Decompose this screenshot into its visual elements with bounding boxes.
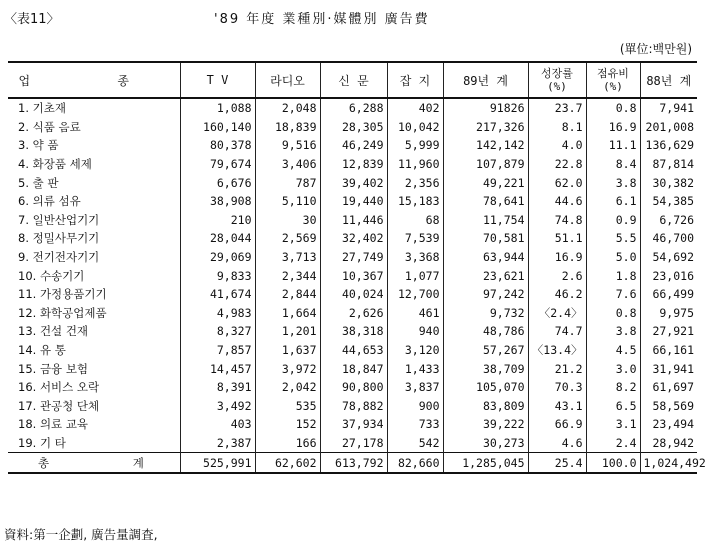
cell-growth-rate: 25.4 xyxy=(528,453,586,473)
cell-newspaper: 10,367 xyxy=(320,266,387,285)
cell-share: 3.1 xyxy=(586,415,640,434)
cell-total-88: 46,700 xyxy=(640,229,697,248)
cell-radio: 535 xyxy=(255,397,320,416)
cell-total-89: 107,879 xyxy=(443,155,528,174)
cell-radio: 2,569 xyxy=(255,229,320,248)
cell-industry: 2. 식품 음료 xyxy=(18,119,81,134)
cell-radio: 3,972 xyxy=(255,359,320,378)
cell-share: 100.0 xyxy=(586,453,640,473)
cell-newspaper: 40,024 xyxy=(320,285,387,304)
cell-total-89: 30,273 xyxy=(443,434,528,453)
cell-industry: 8. 정밀사무기기 xyxy=(18,231,100,246)
cell-share: 11.1 xyxy=(586,136,640,155)
cell-magazine: 1,433 xyxy=(387,359,443,378)
table-row xyxy=(8,304,697,323)
cell-total-89: 23,621 xyxy=(443,266,528,285)
cell-tv: 38,908 xyxy=(180,192,255,211)
cell-growth-rate: 74.8 xyxy=(528,211,586,230)
cell-total-88: 87,814 xyxy=(640,155,697,174)
table-row xyxy=(8,173,697,192)
cell-magazine: 900 xyxy=(387,397,443,416)
cell-share: 0.8 xyxy=(586,304,640,323)
cell-newspaper: 46,249 xyxy=(320,136,387,155)
cell-tv: 403 xyxy=(180,415,255,434)
cell-radio: 787 xyxy=(255,173,320,192)
cell-share: 4.5 xyxy=(586,341,640,360)
cell-newspaper: 2,626 xyxy=(320,304,387,323)
cell-magazine: 3,368 xyxy=(387,248,443,267)
cell-magazine: 15,183 xyxy=(387,192,443,211)
cell-share: 8.2 xyxy=(586,378,640,397)
cell-growth-rate: 2.6 xyxy=(528,266,586,285)
cell-total-88: 136,629 xyxy=(640,136,697,155)
cell-industry: 4. 화장품 세제 xyxy=(18,157,92,172)
cell-total-88: 54,385 xyxy=(640,192,697,211)
cell-growth-rate: 22.8 xyxy=(528,155,586,174)
cell-industry: 13. 건설 건재 xyxy=(18,324,89,339)
cell-industry: 11. 가정용품기기 xyxy=(18,287,107,302)
cell-newspaper: 90,800 xyxy=(320,378,387,397)
cell-share: 7.6 xyxy=(586,285,640,304)
cell-tv: 2,387 xyxy=(180,434,255,453)
cell-newspaper: 78,882 xyxy=(320,397,387,416)
cell-growth-rate: 16.9 xyxy=(528,248,586,267)
cell-total-88: 9,975 xyxy=(640,304,697,323)
cell-radio: 1,664 xyxy=(255,304,320,323)
cell-radio: 2,344 xyxy=(255,266,320,285)
cell-radio: 2,048 xyxy=(255,98,320,118)
cell-industry: 9. 전기전자기기 xyxy=(18,250,100,265)
cell-magazine: 3,837 xyxy=(387,378,443,397)
cell-newspaper: 27,178 xyxy=(320,434,387,453)
cell-radio: 1,201 xyxy=(255,322,320,341)
cell-radio: 62,602 xyxy=(255,453,320,473)
cell-industry: 1. 기초재 xyxy=(18,101,66,116)
cell-tv: 80,378 xyxy=(180,136,255,155)
cell-total-89: 9,732 xyxy=(443,304,528,323)
cell-growth-rate: 8.1 xyxy=(528,118,586,137)
page-title: '89 年度 業種別·媒體別 廣告費 xyxy=(214,12,430,27)
cell-radio: 166 xyxy=(255,434,320,453)
cell-industry: 17. 관공청 단체 xyxy=(18,398,100,413)
cell-total-88: 23,494 xyxy=(640,415,697,434)
cell-magazine: 2,356 xyxy=(387,173,443,192)
cell-share: 1.8 xyxy=(586,266,640,285)
cell-industry: 12. 화학공업제품 xyxy=(18,305,107,320)
cell-tv: 3,492 xyxy=(180,397,255,416)
cell-total-89: 91826 xyxy=(443,98,528,118)
cell-industry: 14. 유 통 xyxy=(18,343,66,358)
cell-growth-rate: 46.2 xyxy=(528,285,586,304)
cell-total-88: 7,941 xyxy=(640,98,697,118)
cell-magazine: 3,120 xyxy=(387,341,443,360)
cell-tv: 9,833 xyxy=(180,266,255,285)
cell-newspaper: 39,402 xyxy=(320,173,387,192)
cell-newspaper: 37,934 xyxy=(320,415,387,434)
cell-industry: 10. 수송기기 xyxy=(18,268,85,283)
cell-tv: 41,674 xyxy=(180,285,255,304)
cell-growth-rate: 74.7 xyxy=(528,322,586,341)
cell-growth-rate: 23.7 xyxy=(528,98,586,118)
cell-share: 5.5 xyxy=(586,229,640,248)
source-note: 資料:第一企劃, 廣告量調査, xyxy=(4,527,158,542)
cell-industry: 5. 출 판 xyxy=(18,175,59,190)
table-row xyxy=(8,211,697,230)
cell-total-89: 63,944 xyxy=(443,248,528,267)
cell-radio: 30 xyxy=(255,211,320,230)
cell-tv: 6,676 xyxy=(180,173,255,192)
cell-tv: 79,674 xyxy=(180,155,255,174)
cell-magazine: 7,539 xyxy=(387,229,443,248)
header-magazine: 잡 지 xyxy=(387,62,443,98)
cell-newspaper: 27,749 xyxy=(320,248,387,267)
cell-total-88: 66,499 xyxy=(640,285,697,304)
cell-growth-rate: 〈2.4〉 xyxy=(528,304,586,323)
cell-growth-rate: 4.6 xyxy=(528,434,586,453)
cell-tv: 7,857 xyxy=(180,341,255,360)
cell-radio: 2,042 xyxy=(255,378,320,397)
table-row xyxy=(8,434,697,453)
table-row xyxy=(8,229,697,248)
cell-magazine: 733 xyxy=(387,415,443,434)
cell-tv: 160,140 xyxy=(180,118,255,137)
cell-industry: 19. 기 타 xyxy=(18,435,66,450)
header-total-89: 89년 계 xyxy=(443,62,528,98)
cell-share: 6.1 xyxy=(586,192,640,211)
cell-industry: 총 계 xyxy=(8,453,180,473)
table-row xyxy=(8,155,697,174)
cell-total-88: 58,569 xyxy=(640,397,697,416)
cell-magazine: 82,660 xyxy=(387,453,443,473)
table-row xyxy=(8,341,697,360)
cell-newspaper: 44,653 xyxy=(320,341,387,360)
table-row xyxy=(8,359,697,378)
cell-newspaper: 12,839 xyxy=(320,155,387,174)
cell-total-88: 28,942 xyxy=(640,434,697,453)
cell-newspaper: 11,446 xyxy=(320,211,387,230)
cell-magazine: 11,960 xyxy=(387,155,443,174)
cell-share: 3.0 xyxy=(586,359,640,378)
cell-total-89: 217,326 xyxy=(443,118,528,137)
cell-growth-rate: 51.1 xyxy=(528,229,586,248)
cell-share: 0.9 xyxy=(586,211,640,230)
cell-total-89: 39,222 xyxy=(443,415,528,434)
cell-magazine: 1,077 xyxy=(387,266,443,285)
cell-total-88: 1,024,492 xyxy=(640,453,697,473)
cell-growth-rate: 66.9 xyxy=(528,415,586,434)
cell-total-89: 97,242 xyxy=(443,285,528,304)
cell-share: 6.5 xyxy=(586,397,640,416)
cell-industry: 18. 의료 교육 xyxy=(18,417,89,432)
cell-growth-rate: 43.1 xyxy=(528,397,586,416)
header-radio: 라디오 xyxy=(255,62,320,98)
cell-tv: 14,457 xyxy=(180,359,255,378)
cell-total-89: 70,581 xyxy=(443,229,528,248)
table-row xyxy=(8,118,697,137)
cell-industry: 15. 금융 보험 xyxy=(18,361,89,376)
table-row xyxy=(8,378,697,397)
header-tv: T V xyxy=(180,62,255,98)
table-row xyxy=(8,136,697,155)
cell-newspaper: 19,440 xyxy=(320,192,387,211)
table-row xyxy=(8,397,697,416)
cell-industry: 7. 일반산업기기 xyxy=(18,212,100,227)
table-row xyxy=(8,248,697,267)
cell-total-88: 31,941 xyxy=(640,359,697,378)
cell-newspaper: 38,318 xyxy=(320,322,387,341)
cell-total-88: 201,008 xyxy=(640,118,697,137)
cell-tv: 4,983 xyxy=(180,304,255,323)
cell-growth-rate: 4.0 xyxy=(528,136,586,155)
table-row xyxy=(8,415,697,434)
table-row xyxy=(8,285,697,304)
cell-total-88: 6,726 xyxy=(640,211,697,230)
header-growth-rate: 성장률 (%) xyxy=(528,62,586,98)
cell-magazine: 542 xyxy=(387,434,443,453)
cell-tv: 210 xyxy=(180,211,255,230)
cell-tv: 8,391 xyxy=(180,378,255,397)
cell-total-88: 30,382 xyxy=(640,173,697,192)
unit-label: (單位:백만원) xyxy=(619,42,692,56)
cell-total-89: 49,221 xyxy=(443,173,528,192)
total-row xyxy=(8,453,697,473)
cell-total-88: 61,697 xyxy=(640,378,697,397)
cell-share: 5.0 xyxy=(586,248,640,267)
table-row xyxy=(8,322,697,341)
cell-radio: 9,516 xyxy=(255,136,320,155)
cell-share: 3.8 xyxy=(586,322,640,341)
header-share: 점유비 (%) xyxy=(586,62,640,98)
cell-growth-rate: 44.6 xyxy=(528,192,586,211)
cell-tv: 28,044 xyxy=(180,229,255,248)
cell-growth-rate: 62.0 xyxy=(528,173,586,192)
cell-magazine: 402 xyxy=(387,98,443,118)
cell-share: 3.8 xyxy=(586,173,640,192)
cell-magazine: 68 xyxy=(387,211,443,230)
cell-total-89: 57,267 xyxy=(443,341,528,360)
cell-radio: 2,844 xyxy=(255,285,320,304)
table-row xyxy=(8,266,697,285)
cell-total-89: 83,809 xyxy=(443,397,528,416)
cell-total-88: 54,692 xyxy=(640,248,697,267)
cell-magazine: 461 xyxy=(387,304,443,323)
cell-growth-rate: 70.3 xyxy=(528,378,586,397)
cell-total-88: 27,921 xyxy=(640,322,697,341)
ad-expense-table xyxy=(8,61,706,474)
cell-newspaper: 28,305 xyxy=(320,118,387,137)
cell-tv: 8,327 xyxy=(180,322,255,341)
cell-newspaper: 613,792 xyxy=(320,453,387,473)
cell-magazine: 10,042 xyxy=(387,118,443,137)
cell-radio: 1,637 xyxy=(255,341,320,360)
cell-share: 16.9 xyxy=(586,118,640,137)
cell-industry: 6. 의류 섬유 xyxy=(18,194,81,209)
cell-newspaper: 6,288 xyxy=(320,98,387,118)
cell-industry: 3. 약 품 xyxy=(18,138,59,153)
table-row xyxy=(8,192,697,211)
cell-magazine: 5,999 xyxy=(387,136,443,155)
cell-total-89: 38,709 xyxy=(443,359,528,378)
cell-total-89: 142,142 xyxy=(443,136,528,155)
cell-total-89: 11,754 xyxy=(443,211,528,230)
cell-total-89: 105,070 xyxy=(443,378,528,397)
cell-tv: 1,088 xyxy=(180,98,255,118)
header-industry: 업 종 xyxy=(8,62,180,98)
header-newspaper: 신 문 xyxy=(320,62,387,98)
cell-magazine: 940 xyxy=(387,322,443,341)
cell-share: 8.4 xyxy=(586,155,640,174)
cell-growth-rate: 21.2 xyxy=(528,359,586,378)
cell-tv: 29,069 xyxy=(180,248,255,267)
cell-industry: 16. 서비스 오락 xyxy=(18,380,100,395)
cell-tv: 525,991 xyxy=(180,453,255,473)
table-header-row xyxy=(8,62,697,98)
cell-radio: 5,110 xyxy=(255,192,320,211)
cell-newspaper: 32,402 xyxy=(320,229,387,248)
cell-newspaper: 18,847 xyxy=(320,359,387,378)
cell-share: 0.8 xyxy=(586,98,640,118)
header-total-88: 88년 계 xyxy=(640,62,697,98)
cell-radio: 3,713 xyxy=(255,248,320,267)
table-label: 〈表11〉 xyxy=(4,12,60,27)
table-row xyxy=(8,98,697,118)
cell-share: 2.4 xyxy=(586,434,640,453)
cell-magazine: 12,700 xyxy=(387,285,443,304)
cell-total-89: 1,285,045 xyxy=(443,453,528,473)
cell-total-89: 48,786 xyxy=(443,322,528,341)
cell-total-89: 78,641 xyxy=(443,192,528,211)
cell-total-88: 23,016 xyxy=(640,266,697,285)
cell-radio: 3,406 xyxy=(255,155,320,174)
cell-radio: 152 xyxy=(255,415,320,434)
cell-total-88: 66,161 xyxy=(640,341,697,360)
cell-growth-rate: 〈13.4〉 xyxy=(528,341,586,360)
cell-radio: 18,839 xyxy=(255,118,320,137)
